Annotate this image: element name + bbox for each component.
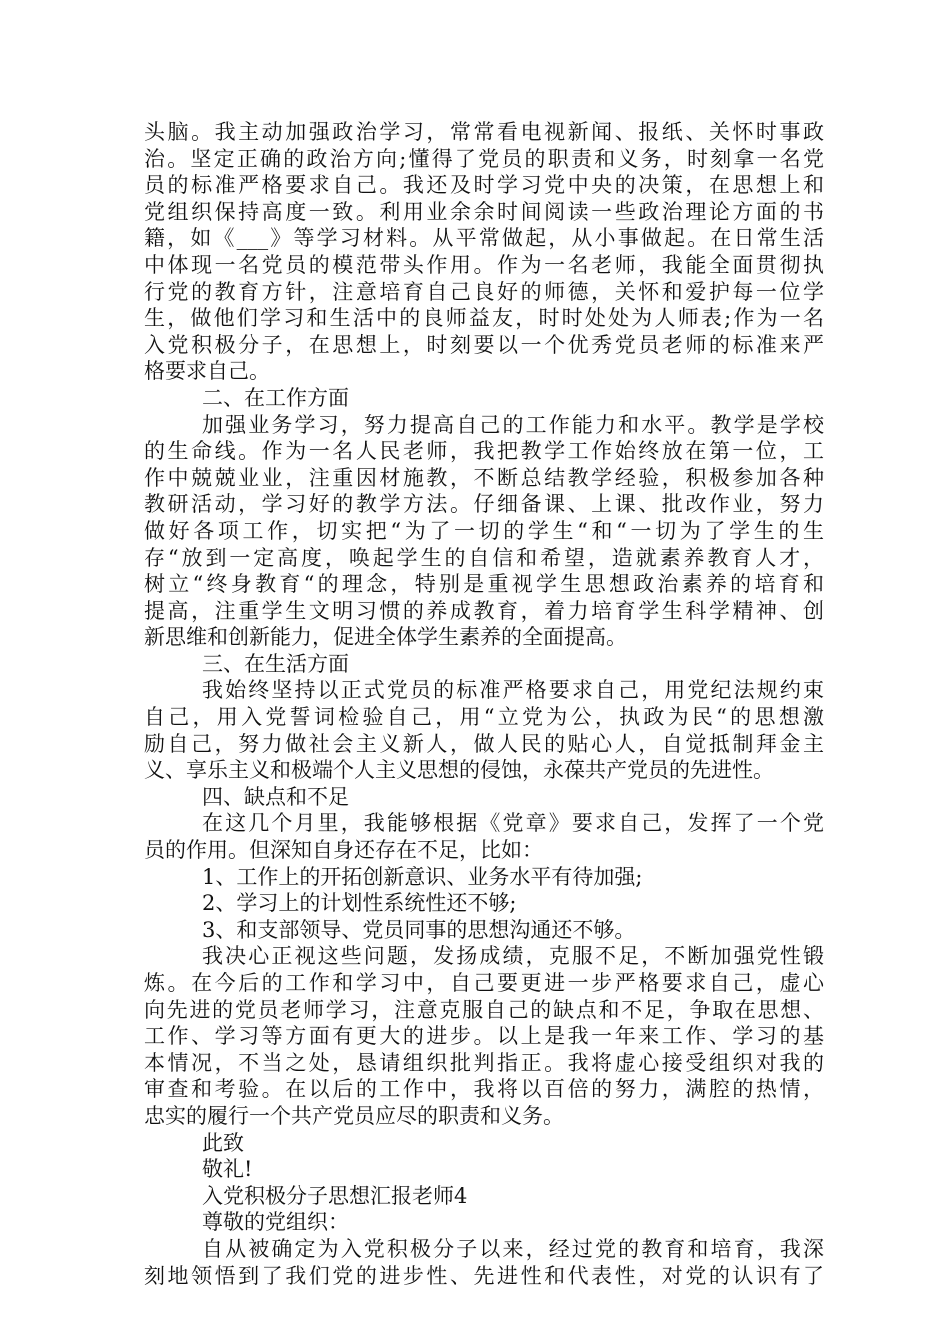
text-line: 尊敬的党组织：	[202, 1210, 349, 1235]
text-line: 本情况，不当之处，恳请组织批判指正。我将虚心接受组织对我的	[144, 1050, 824, 1075]
text-line: 忠实的履行一个共产党员应尽的职责和义务。	[144, 1103, 564, 1128]
text-line: 入党积极分子，在思想上，时刻要以一个优秀党员老师的标准来严	[144, 332, 824, 357]
text-line: 3、和支部领导、党员同事的思想沟通还不够。	[202, 917, 636, 942]
text-line: 格要求自己。	[144, 359, 270, 384]
text-line: 在这几个月里，我能够根据《党章》要求自己，发挥了一个党	[202, 811, 824, 836]
text-line: 籍，如《___》等学习材料。从平常做起，从小事做起。在日常生活	[144, 226, 824, 251]
text-line: 员的作用。但深知自身还存在不足，比如：	[144, 838, 543, 863]
text-line: 生，做他们学习和生活中的良师益友，时时处处为人师表;作为一名	[144, 306, 824, 331]
text-line: 2、学习上的计划性系统性还不够;	[202, 891, 517, 916]
text-line: 党组织保持高度一致。利用业余余时间阅读一些政治理论方面的书	[144, 199, 824, 224]
text-line: 四、缺点和不足	[202, 784, 349, 809]
text-line: 此致	[202, 1130, 244, 1155]
text-line: 存“放到一定高度，唤起学生的自信和希望，造就素养教育人才，	[144, 545, 824, 570]
text-line: 入党积极分子思想汇报老师4	[202, 1183, 468, 1208]
text-line: 敬礼!	[202, 1157, 253, 1182]
text-line: 作中兢兢业业，注重因材施教，不断总结教学经验，积极参加各种	[144, 465, 824, 490]
text-line: 树立“终身教育“的理念，特别是重视学生思想政治素养的培育和	[144, 572, 824, 597]
text-line: 三、在生活方面	[202, 651, 349, 676]
text-line: 刻地领悟到了我们党的进步性、先进性和代表性，对党的认识有了	[144, 1263, 824, 1288]
text-line: 炼。在今后的工作和学习中，自己要更进一步严格要求自己，虚心	[144, 971, 824, 995]
text-line: 审查和考验。在以后的工作中，我将以百倍的努力，满腔的热情，	[144, 1077, 824, 1102]
text-line: 工作、学习等方面有更大的进步。以上是我一年来工作、学习的基	[144, 1024, 824, 1049]
text-line: 义、享乐主义和极端个人主义思想的侵蚀，永葆共产党员的先进性。	[144, 758, 774, 783]
text-line: 教研活动，学习好的教学方法。仔细备课、上课、批改作业，努力	[144, 492, 824, 517]
text-line: 自从被确定为入党积极分子以来，经过党的教育和培育，我深	[202, 1236, 824, 1261]
text-line: 治。坚定正确的政治方向;懂得了党员的职责和义务，时刻拿一名党	[144, 146, 824, 171]
text-line: 头脑。我主动加强政治学习，常常看电视新闻、报纸、关怀时事政	[144, 120, 824, 144]
text-line: 员的标准严格要求自己。我还及时学习党中央的决策，在思想上和	[144, 173, 824, 198]
text-line: 我始终坚持以正式党员的标准严格要求自己，用党纪法规约束	[202, 678, 824, 703]
text-line: 提高，注重学生文明习惯的养成教育，着力培育学生科学精神、创	[144, 598, 824, 623]
text-line: 中体现一名党员的模范带头作用。作为一名老师，我能全面贯彻执	[144, 252, 824, 277]
text-line: 我决心正视这些问题，发扬成绩，克服不足，不断加强党性锻	[202, 944, 824, 969]
document-body	[144, 119, 824, 1289]
text-line: 励自己，努力做社会主义新人，做人民的贴心人，自觉抵制拜金主	[144, 731, 824, 756]
text-line: 的生命线。作为一名人民老师，我把教学工作始终放在第一位，工	[144, 439, 824, 464]
text-line: 新思维和创新能力，促进全体学生素养的全面提高。	[144, 625, 627, 650]
text-line: 做好各项工作，切实把“为了一切的学生“和“一切为了学生的生	[144, 518, 824, 543]
text-line: 自己，用入党誓词检验自己，用“立党为公，执政为民“的思想激	[144, 705, 824, 730]
text-line: 行党的教育方针，注意培育自己良好的师德，关怀和爱护每一位学	[144, 279, 824, 304]
text-line: 1、工作上的开拓创新意识、业务水平有待加强;	[202, 864, 643, 889]
text-line: 二、在工作方面	[202, 385, 349, 410]
text-line: 向先进的党员老师学习，注意克服自己的缺点和不足，争取在思想、	[144, 997, 824, 1022]
text-line: 加强业务学习，努力提高自己的工作能力和水平。教学是学校	[202, 412, 824, 437]
